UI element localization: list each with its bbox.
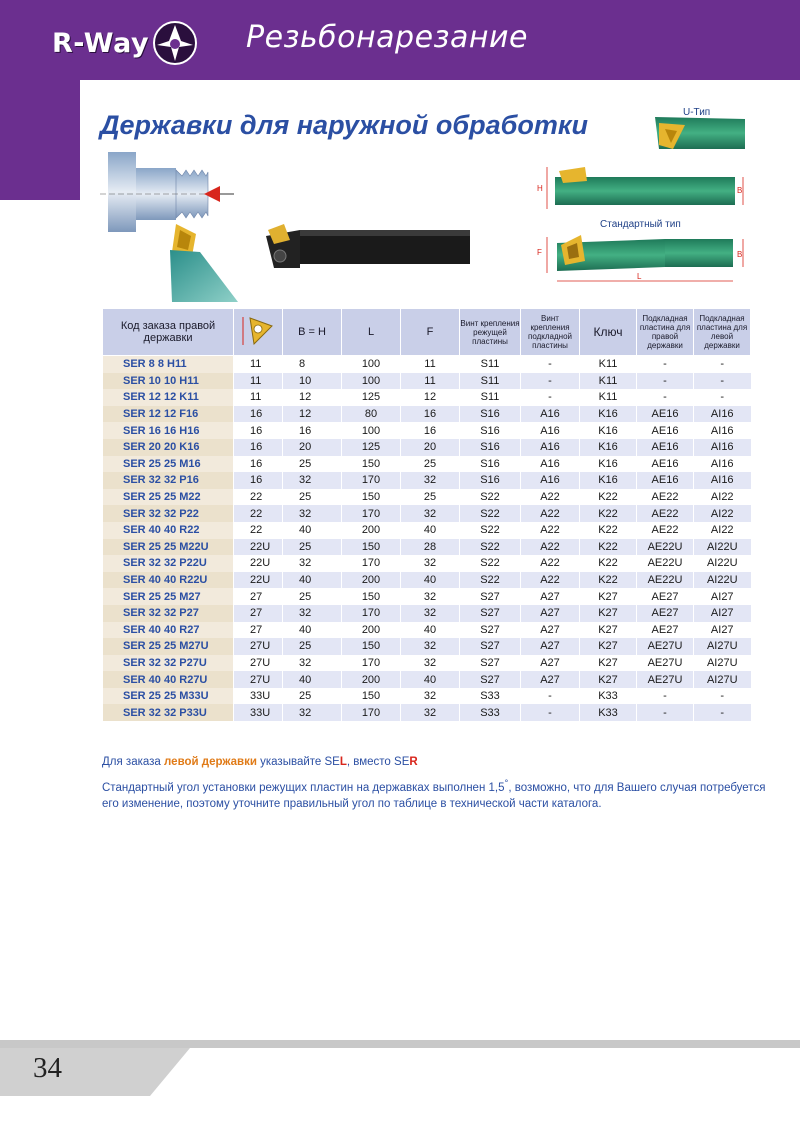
holder-spec-table	[102, 308, 751, 721]
table-cell: 22U	[234, 555, 283, 572]
table-cell: 170	[342, 555, 401, 572]
table-cell: AI22U	[694, 572, 751, 589]
table-cell: K11	[580, 356, 637, 373]
table-cell: 12	[401, 389, 460, 406]
footer-tab	[0, 1048, 190, 1096]
table-cell: -	[694, 373, 751, 390]
table-row	[103, 489, 751, 506]
table-cell: 100	[342, 356, 401, 373]
table-cell: 40	[283, 522, 342, 539]
table-cell: AI22	[694, 522, 751, 539]
table-cell: AE27U	[637, 638, 694, 655]
table-cell: AE27	[637, 588, 694, 605]
table-cell: 25	[401, 489, 460, 506]
table-cell: AE22U	[637, 555, 694, 572]
table-cell: 16	[234, 456, 283, 473]
header-side-band	[0, 80, 80, 200]
table-body	[103, 356, 751, 722]
table-cell: K16	[580, 456, 637, 473]
table-cell: 16	[234, 472, 283, 489]
table-cell: S22	[460, 572, 521, 589]
table-cell: AE22	[637, 489, 694, 506]
table-cell: A27	[521, 638, 580, 655]
table-cell: S27	[460, 655, 521, 672]
table-row	[103, 505, 751, 522]
table-cell: 32	[283, 505, 342, 522]
table-cell: K27	[580, 655, 637, 672]
table-cell: 33U	[234, 704, 283, 721]
table-cell: 100	[342, 422, 401, 439]
holder-dimension-diagram	[525, 105, 755, 290]
table-cell: 25	[283, 456, 342, 473]
table-cell: 32	[401, 638, 460, 655]
insert-icon	[240, 314, 276, 348]
table-cell: AI22U	[694, 539, 751, 556]
footer-band	[0, 1040, 800, 1048]
table-cell: A22	[521, 505, 580, 522]
table-cell: K22	[580, 572, 637, 589]
table-cell: 32	[401, 472, 460, 489]
table-cell: 32	[401, 704, 460, 721]
col-header-bh: B = H	[283, 309, 342, 356]
table-cell: S22	[460, 505, 521, 522]
table-row	[103, 605, 751, 622]
table-cell: AE16	[637, 406, 694, 423]
table-row	[103, 704, 751, 721]
table-cell: 16	[283, 422, 342, 439]
table-cell: AE22U	[637, 572, 694, 589]
col-header-order-code: Код заказа правой державки	[103, 309, 234, 356]
order-code-cell: SER 16 16 H16	[103, 422, 234, 439]
col-header-insert-size	[234, 309, 283, 356]
table-cell: A16	[521, 439, 580, 456]
table-cell: S16	[460, 422, 521, 439]
table-cell: 28	[401, 539, 460, 556]
table-cell: -	[637, 373, 694, 390]
table-cell: 20	[283, 439, 342, 456]
table-cell: -	[637, 356, 694, 373]
table-cell: S22	[460, 555, 521, 572]
table-cell: -	[521, 704, 580, 721]
table-cell: 20	[401, 439, 460, 456]
table-cell: 32	[283, 555, 342, 572]
order-code-cell: SER 32 32 P33U	[103, 704, 234, 721]
table-header-row	[103, 309, 751, 356]
table-cell: 125	[342, 439, 401, 456]
table-row	[103, 572, 751, 589]
order-code-cell: SER 12 12 K11	[103, 389, 234, 406]
order-code-cell: SER 40 40 R27U	[103, 671, 234, 688]
table-cell: S27	[460, 622, 521, 639]
table-row	[103, 622, 751, 639]
table-cell: A27	[521, 655, 580, 672]
table-cell: S16	[460, 456, 521, 473]
table-cell: AI22	[694, 505, 751, 522]
table-cell: 200	[342, 522, 401, 539]
table-cell: A27	[521, 622, 580, 639]
standard-type-label: Стандартный тип	[600, 219, 681, 230]
table-cell: 12	[283, 406, 342, 423]
table-cell: 12	[283, 389, 342, 406]
table-cell: 32	[283, 472, 342, 489]
table-cell: 25	[283, 638, 342, 655]
table-cell: 32	[283, 704, 342, 721]
table-row	[103, 688, 751, 705]
table-cell: S22	[460, 522, 521, 539]
order-code-cell: SER 40 40 R27	[103, 622, 234, 639]
table-cell: 150	[342, 588, 401, 605]
table-cell: 25	[283, 539, 342, 556]
table-cell: S22	[460, 539, 521, 556]
order-code-cell: SER 10 10 H11	[103, 373, 234, 390]
table-cell: 27	[234, 588, 283, 605]
table-cell: S27	[460, 638, 521, 655]
table-cell: S11	[460, 389, 521, 406]
table-cell: -	[694, 389, 751, 406]
table-cell: 150	[342, 489, 401, 506]
table-cell: K16	[580, 406, 637, 423]
order-code-cell: SER 25 25 M22	[103, 489, 234, 506]
table-cell: 32	[401, 605, 460, 622]
order-code-cell: SER 32 32 P16	[103, 472, 234, 489]
table-cell: K11	[580, 389, 637, 406]
table-cell: K16	[580, 439, 637, 456]
table-cell: AE16	[637, 456, 694, 473]
table-row	[103, 638, 751, 655]
table-cell: 22	[234, 505, 283, 522]
table-cell: S11	[460, 356, 521, 373]
table-cell: 125	[342, 389, 401, 406]
table-cell: AE27	[637, 622, 694, 639]
table-cell: 11	[401, 373, 460, 390]
table-cell: K22	[580, 522, 637, 539]
table-cell: -	[637, 688, 694, 705]
table-cell: -	[521, 389, 580, 406]
table-cell: 32	[283, 605, 342, 622]
table-cell: 32	[401, 505, 460, 522]
table-cell: K22	[580, 539, 637, 556]
table-cell: AI16	[694, 472, 751, 489]
table-cell: AI27U	[694, 638, 751, 655]
table-cell: A27	[521, 588, 580, 605]
table-cell: -	[521, 688, 580, 705]
table-cell: 150	[342, 539, 401, 556]
table-row	[103, 456, 751, 473]
table-cell: K22	[580, 489, 637, 506]
table-cell: K22	[580, 505, 637, 522]
table-cell: -	[637, 389, 694, 406]
page-number: 34	[33, 1052, 62, 1084]
table-cell: 16	[401, 422, 460, 439]
order-code-cell: SER 40 40 R22	[103, 522, 234, 539]
table-cell: 200	[342, 572, 401, 589]
table-cell: A27	[521, 605, 580, 622]
table-cell: -	[694, 704, 751, 721]
table-cell: K27	[580, 622, 637, 639]
table-cell: 22U	[234, 539, 283, 556]
table-cell: AI22U	[694, 555, 751, 572]
table-cell: 170	[342, 605, 401, 622]
table-cell: 100	[342, 373, 401, 390]
table-cell: -	[637, 704, 694, 721]
table-cell: 150	[342, 688, 401, 705]
table-cell: 40	[283, 622, 342, 639]
table-cell: AE22U	[637, 539, 694, 556]
table-cell: A16	[521, 422, 580, 439]
table-cell: A22	[521, 489, 580, 506]
table-cell: 170	[342, 505, 401, 522]
table-cell: S27	[460, 588, 521, 605]
table-cell: -	[694, 356, 751, 373]
table-cell: AI16	[694, 422, 751, 439]
table-cell: -	[521, 356, 580, 373]
table-cell: 22	[234, 522, 283, 539]
table-cell: 25	[401, 456, 460, 473]
order-code-cell: SER 32 32 P22	[103, 505, 234, 522]
order-code-cell: SER 25 25 M33U	[103, 688, 234, 705]
table-cell: K22	[580, 555, 637, 572]
table-cell: -	[694, 688, 751, 705]
table-cell: 32	[401, 588, 460, 605]
table-cell: AI27	[694, 588, 751, 605]
table-cell: AE16	[637, 472, 694, 489]
table-row	[103, 373, 751, 390]
table-cell: AI27U	[694, 671, 751, 688]
order-code-cell: SER 32 32 P22U	[103, 555, 234, 572]
table-cell: 16	[401, 406, 460, 423]
table-cell: S33	[460, 688, 521, 705]
table-cell: AI27	[694, 605, 751, 622]
table-cell: 25	[283, 489, 342, 506]
table-cell: AE27U	[637, 655, 694, 672]
table-cell: AI16	[694, 406, 751, 423]
col-header-shim-screw: Винт крепления подкладной пластины	[521, 309, 580, 356]
table-cell: A16	[521, 456, 580, 473]
table-cell: K27	[580, 605, 637, 622]
table-cell: 11	[401, 356, 460, 373]
table-cell: 27	[234, 605, 283, 622]
table-cell: 40	[401, 522, 460, 539]
table-cell: A22	[521, 539, 580, 556]
svg-text:L: L	[637, 272, 642, 281]
table-cell: 27U	[234, 671, 283, 688]
table-row	[103, 439, 751, 456]
table-cell: 33U	[234, 688, 283, 705]
svg-text:F: F	[537, 248, 542, 257]
table-cell: K16	[580, 422, 637, 439]
table-cell: A22	[521, 555, 580, 572]
table-row	[103, 389, 751, 406]
table-cell: 11	[234, 356, 283, 373]
section-title: Резьбонарезание	[246, 20, 528, 55]
table-cell: 32	[283, 655, 342, 672]
table-cell: A16	[521, 472, 580, 489]
table-cell: S33	[460, 704, 521, 721]
page-title: Державки для наружной обработки	[100, 110, 589, 140]
table-cell: 27U	[234, 655, 283, 672]
table-cell: K27	[580, 671, 637, 688]
table-cell: S27	[460, 605, 521, 622]
table-row	[103, 472, 751, 489]
col-header-insert-screw: Винт крепления режущей пластины	[460, 309, 521, 356]
table-cell: AE22	[637, 505, 694, 522]
table-cell: 150	[342, 638, 401, 655]
table-cell: A27	[521, 671, 580, 688]
table-cell: 8	[283, 356, 342, 373]
svg-text:B: B	[737, 186, 743, 195]
table-row	[103, 522, 751, 539]
order-code-cell: SER 8 8 H11	[103, 356, 234, 373]
table-row	[103, 671, 751, 688]
table-cell: 11	[234, 373, 283, 390]
table-cell: 27U	[234, 638, 283, 655]
table-cell: 16	[234, 422, 283, 439]
table-cell: AE27U	[637, 671, 694, 688]
table-cell: AE16	[637, 439, 694, 456]
table-row	[103, 356, 751, 373]
table-cell: 27	[234, 622, 283, 639]
table-cell: AI27U	[694, 655, 751, 672]
table-cell: AE16	[637, 422, 694, 439]
col-header-key: Ключ	[580, 309, 637, 356]
table-cell: AI16	[694, 439, 751, 456]
table-row	[103, 406, 751, 423]
table-cell: A22	[521, 572, 580, 589]
table-cell: -	[521, 373, 580, 390]
table-row	[103, 555, 751, 572]
table-cell: S16	[460, 472, 521, 489]
order-code-cell: SER 25 25 M16	[103, 456, 234, 473]
table-cell: K33	[580, 704, 637, 721]
table-cell: 40	[401, 622, 460, 639]
table-cell: 25	[283, 588, 342, 605]
table-cell: 16	[234, 406, 283, 423]
table-cell: 32	[401, 555, 460, 572]
table-cell: 80	[342, 406, 401, 423]
table-cell: 32	[401, 688, 460, 705]
table-cell: 32	[401, 655, 460, 672]
left-holder-note: Для заказа левой державки указывайте SEL, вместо SER	[102, 756, 418, 768]
table-cell: A22	[521, 522, 580, 539]
table-cell: AI22	[694, 489, 751, 506]
table-row	[103, 588, 751, 605]
table-cell: S16	[460, 406, 521, 423]
table-cell: 150	[342, 456, 401, 473]
table-cell: 22U	[234, 572, 283, 589]
table-cell: 40	[283, 572, 342, 589]
order-code-cell: SER 25 25 M22U	[103, 539, 234, 556]
table-cell: K11	[580, 373, 637, 390]
table-cell: K27	[580, 638, 637, 655]
brand-name: R-Way	[52, 27, 150, 59]
table-cell: 10	[283, 373, 342, 390]
table-cell: 40	[283, 671, 342, 688]
order-code-cell: SER 32 32 P27	[103, 605, 234, 622]
table-cell: 11	[234, 389, 283, 406]
tool-holder-illustration	[258, 210, 473, 280]
table-cell: 170	[342, 655, 401, 672]
angle-note: Стандартный угол установки режущих пластин на державках выполнен 1,5°, возможно, что для Вашего случая потребуется его изменение, поэтому уточните правильный угол по таблице в технической части каталога.	[102, 778, 766, 810]
table-cell: 200	[342, 671, 401, 688]
table-row	[103, 655, 751, 672]
order-code-cell: SER 40 40 R22U	[103, 572, 234, 589]
svg-text:B: B	[737, 250, 743, 259]
svg-text:H: H	[537, 184, 543, 193]
table-cell: 170	[342, 704, 401, 721]
order-code-cell: SER 32 32 P27U	[103, 655, 234, 672]
table-cell: S16	[460, 439, 521, 456]
table-row	[103, 422, 751, 439]
table-cell: S11	[460, 373, 521, 390]
threading-workpiece-illustration	[100, 152, 240, 302]
col-header-shim-left: Подкладная пластина для левой державки	[694, 309, 751, 356]
order-code-cell: SER 25 25 M27	[103, 588, 234, 605]
table-cell: 40	[401, 572, 460, 589]
table-cell: S22	[460, 489, 521, 506]
table-cell: K27	[580, 588, 637, 605]
order-code-cell: SER 20 20 K16	[103, 439, 234, 456]
table-cell: AE22	[637, 522, 694, 539]
table-cell: A16	[521, 406, 580, 423]
table-cell: 200	[342, 622, 401, 639]
col-header-f: F	[401, 309, 460, 356]
table-cell: 22	[234, 489, 283, 506]
table-cell: 170	[342, 472, 401, 489]
table-cell: AE27	[637, 605, 694, 622]
table-cell: 25	[283, 688, 342, 705]
table-cell: AI27	[694, 622, 751, 639]
table-cell: 16	[234, 439, 283, 456]
table-cell: K16	[580, 472, 637, 489]
table-cell: 40	[401, 671, 460, 688]
table-cell: AI16	[694, 456, 751, 473]
brand-emblem-icon	[151, 19, 199, 67]
brand-logo	[52, 22, 199, 64]
table-row	[103, 539, 751, 556]
table-cell: S27	[460, 671, 521, 688]
u-type-label: U-Тип	[683, 107, 711, 118]
table-cell: K33	[580, 688, 637, 705]
order-code-cell: SER 12 12 F16	[103, 406, 234, 423]
col-header-l: L	[342, 309, 401, 356]
order-code-cell: SER 25 25 M27U	[103, 638, 234, 655]
col-header-shim-right: Подкладная пластина для правой державки	[637, 309, 694, 356]
